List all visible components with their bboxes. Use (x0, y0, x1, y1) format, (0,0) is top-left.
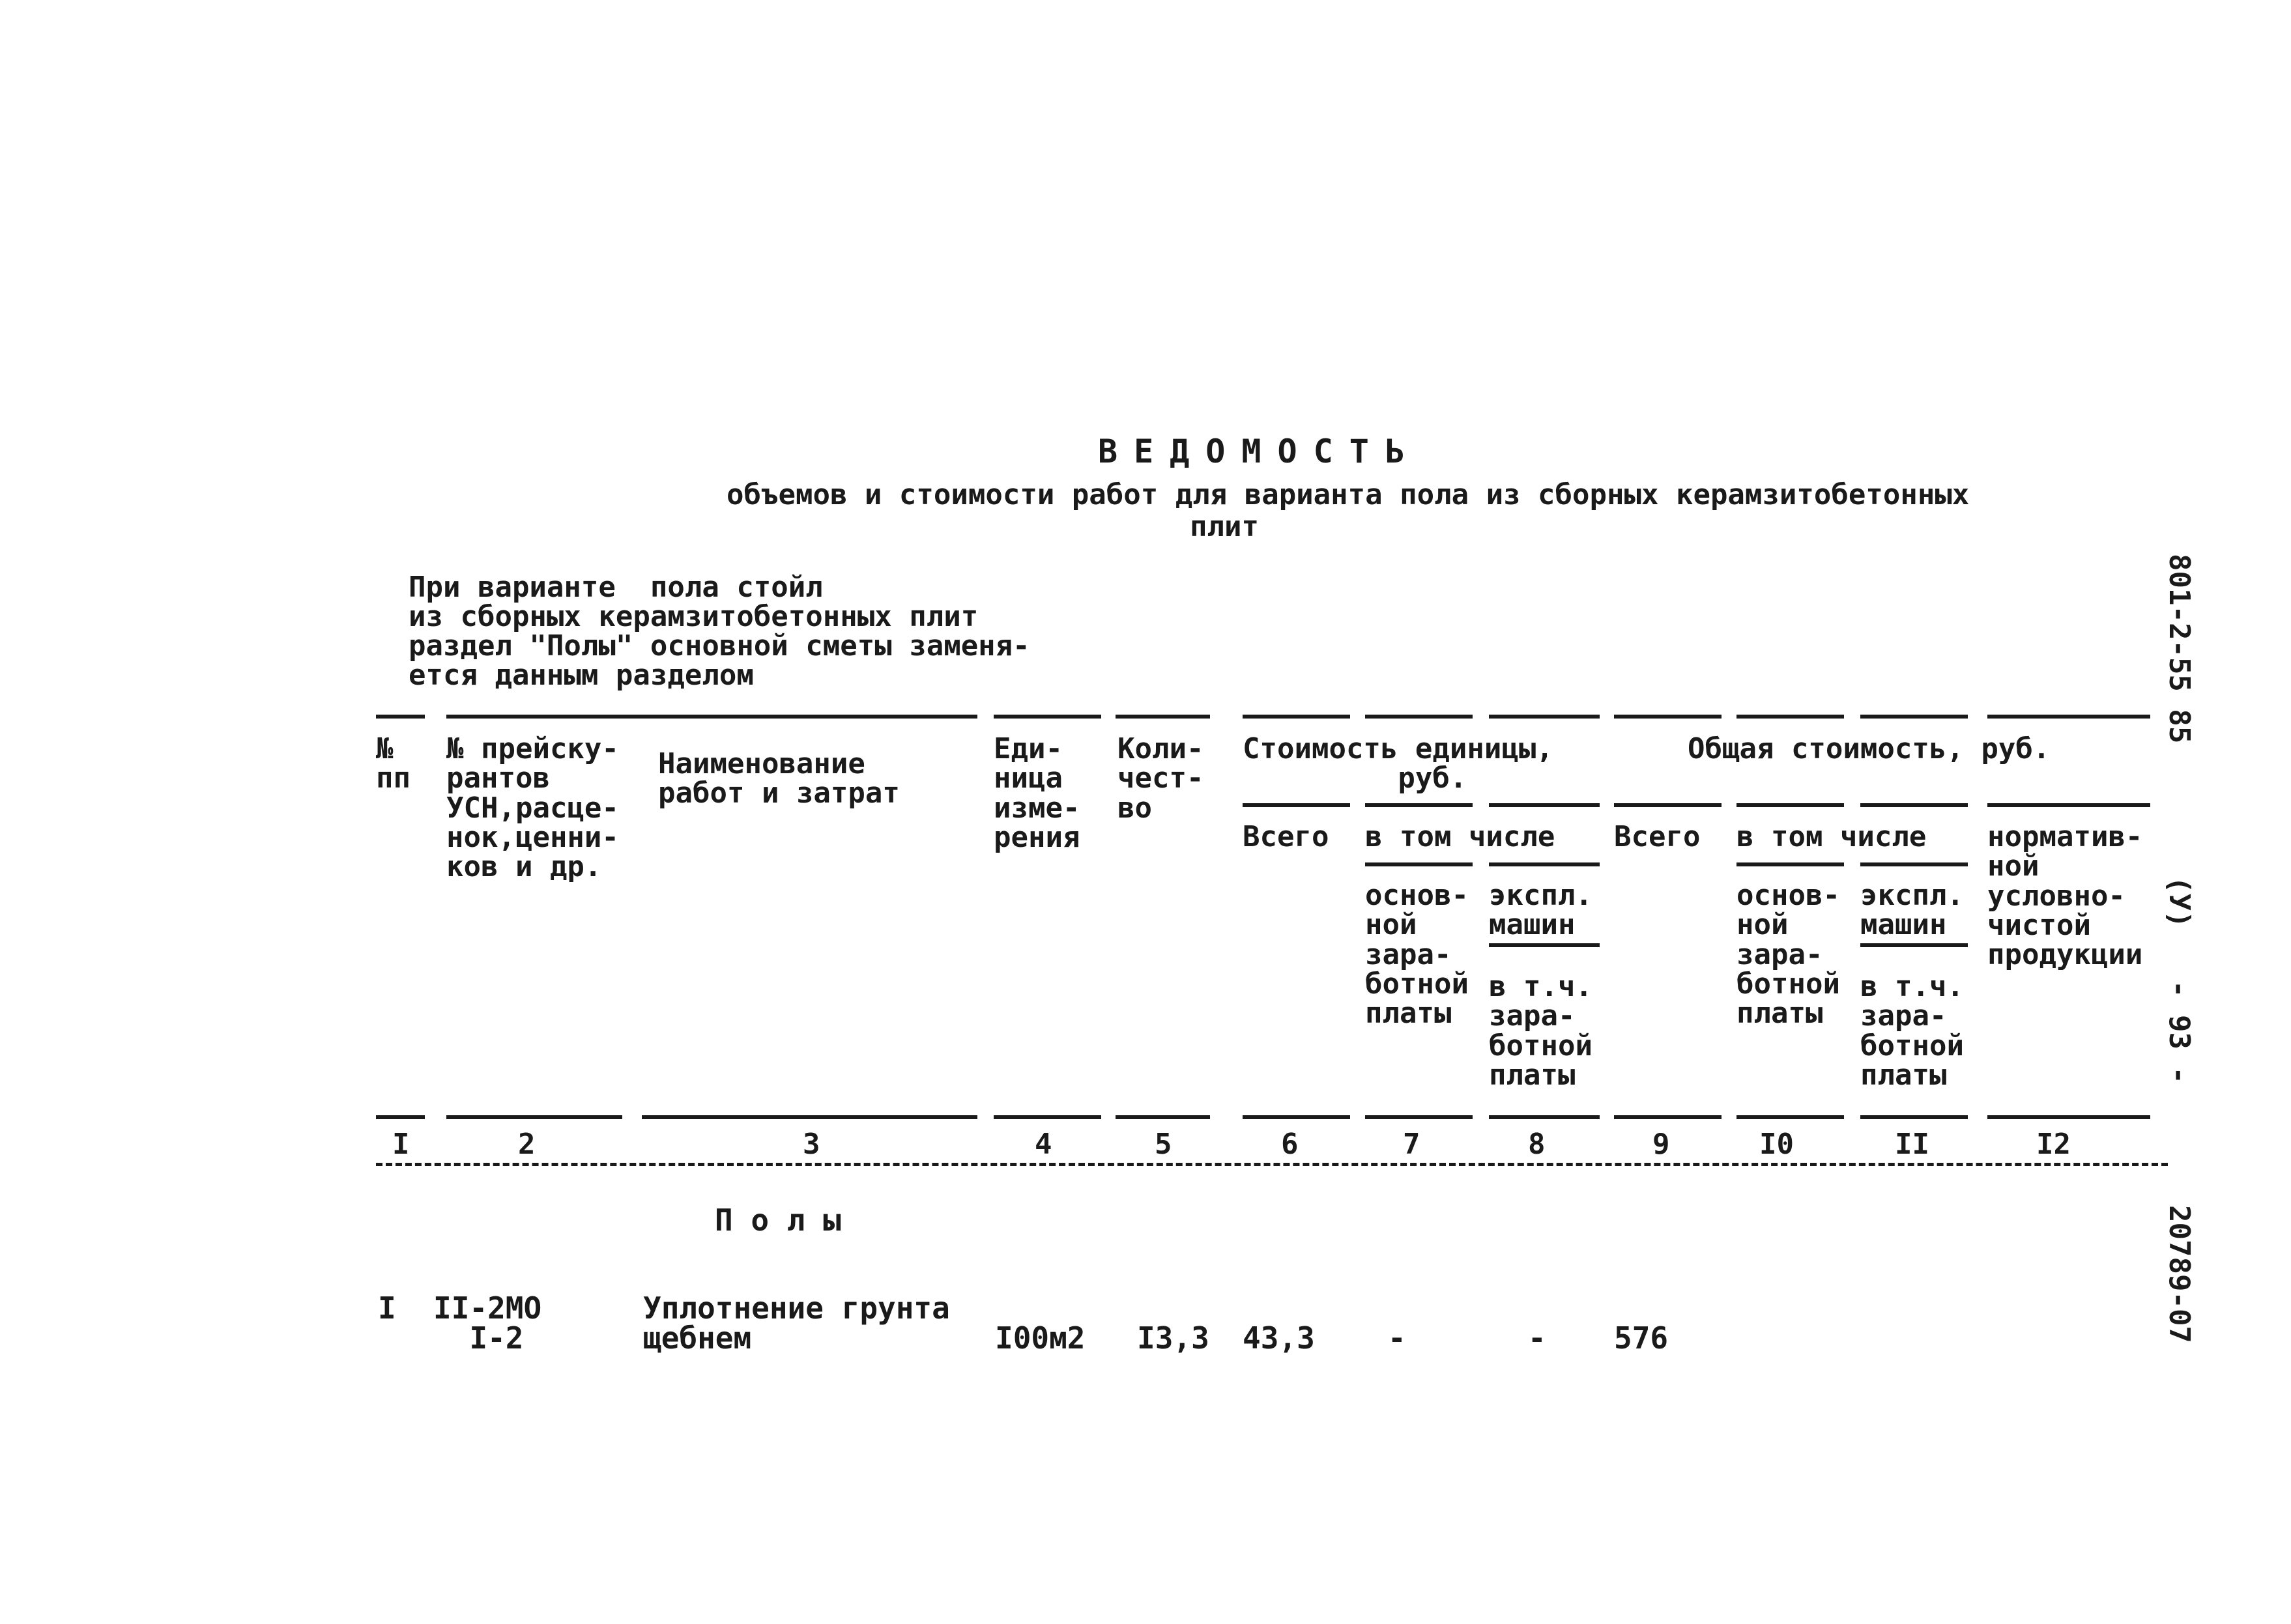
col-header-unit-including: в том числе (1365, 820, 1555, 853)
column-numbers-dashed-rule (376, 1163, 2168, 1166)
rule-sub2 (1860, 862, 1968, 866)
note-line: ется данным разделом (409, 659, 754, 692)
rule-sub3 (1489, 943, 1600, 947)
row-unit-machines: - (1528, 1320, 1546, 1356)
rule-bottom (376, 1115, 425, 1119)
section-title: П о л ы (715, 1203, 841, 1238)
col-header-work-name: Наименование работ и затрат (658, 747, 900, 810)
rule-sub (1243, 803, 1350, 807)
col-header-unit-machine-salary: в т.ч. зара- ботной платы (1489, 970, 1592, 1092)
note-line: При варианте пола стойл (409, 571, 823, 604)
row-number: I (378, 1290, 396, 1326)
rule-top (1860, 715, 1968, 719)
rule-sub2 (1736, 862, 1844, 866)
rule-sub2 (1365, 862, 1473, 866)
rule-bottom (1987, 1115, 2150, 1119)
col-header-total-cost: Общая стоимость, руб. (1688, 732, 2051, 765)
document-subtitle-continued: плит (1190, 510, 1259, 543)
inventory-number: 20789-07 (2163, 1205, 2196, 1343)
row-work-name: Уплотнение грунта щебнем (643, 1290, 950, 1356)
col-header-unit-machines: экспл. машин (1489, 879, 1592, 942)
rule-top (1614, 715, 1722, 719)
rule-bottom (1243, 1115, 1350, 1119)
part-stamp: (У) (2163, 876, 2196, 928)
rule-bottom (1736, 1115, 1844, 1119)
rule-bottom (1614, 1115, 1722, 1119)
col-header-unit-base-salary: основ- ной зара- ботной платы (1365, 879, 1469, 1031)
col-header-unit-cost: Стоимость единицы, руб. (1243, 732, 1553, 795)
col-header-total-machine-salary: в т.ч. зара- ботной платы (1860, 970, 1964, 1092)
rule-bottom (1365, 1115, 1473, 1119)
rule-top (994, 715, 1101, 719)
column-number: II (1895, 1128, 1929, 1161)
page-number: - 93 - (2163, 980, 2196, 1084)
col-header-number: № пп (376, 732, 411, 795)
column-number: 4 (1035, 1128, 1052, 1161)
rule-sub (1614, 803, 1722, 807)
col-header-unit: Еди- ница изме- рения (994, 732, 1080, 854)
col-header-total-total: Всего (1614, 820, 1701, 853)
rule-sub2 (1489, 862, 1600, 866)
column-number: 6 (1281, 1128, 1299, 1161)
row-quantity: I3,3 (1137, 1320, 1209, 1356)
rule-top (1243, 715, 1350, 719)
row-unit-salary: - (1388, 1320, 1406, 1356)
column-number: I (392, 1128, 410, 1161)
rule-bottom (446, 1115, 622, 1119)
rule-top (1736, 715, 1844, 719)
row-unit-total: 43,3 (1243, 1320, 1315, 1356)
col-header-price-list: № прейску- рантов УСН,расце- нок,ценни- ков и др. (446, 732, 619, 884)
document-code-stamp: 801-2-55 85 (2163, 554, 2196, 744)
rule-sub3 (1860, 943, 1968, 947)
rule-top (1489, 715, 1600, 719)
rule-sub (1365, 803, 1473, 807)
rule-top (1987, 715, 2150, 719)
rule-sub (1860, 803, 1968, 807)
column-number: 3 (803, 1128, 820, 1161)
rule-sub (1987, 803, 2150, 807)
column-number: 9 (1652, 1128, 1670, 1161)
col-header-total-machines: экспл. машин (1860, 879, 1964, 942)
rule-bottom (1860, 1115, 1968, 1119)
rule-top (446, 715, 622, 719)
col-header-total-including: в том числе (1736, 820, 1927, 853)
rule-bottom (642, 1115, 977, 1119)
rule-top (1116, 715, 1210, 719)
column-number: I2 (2036, 1128, 2071, 1161)
note-line: раздел "Полы" основной сметы заменя- (409, 629, 1030, 662)
rule-sub (1736, 803, 1844, 807)
col-header-quantity: Коли- чест- во (1117, 732, 1204, 825)
rule-bottom (1489, 1115, 1600, 1119)
row-unit: I00м2 (995, 1320, 1086, 1356)
column-number: 8 (1528, 1128, 1546, 1161)
column-number: 2 (518, 1128, 536, 1161)
column-number: 5 (1155, 1128, 1172, 1161)
rule-bottom (1116, 1115, 1210, 1119)
col-header-net-production: норматив- ной условно- чистой продукции (1987, 820, 2143, 972)
rule-sub (1489, 803, 1600, 807)
document-subtitle: объемов и стоимости работ для варианта пола из сборных керамзитобетонных (727, 478, 1970, 511)
rule-top (1365, 715, 1473, 719)
column-number: I0 (1759, 1128, 1794, 1161)
rule-top (622, 715, 977, 719)
rule-top (376, 715, 425, 719)
col-header-unit-total: Всего (1243, 820, 1329, 853)
col-header-total-base-salary: основ- ной зара- ботной платы (1736, 879, 1840, 1031)
note-line: из сборных керамзитобетонных плит (409, 600, 979, 633)
rule-bottom (994, 1115, 1101, 1119)
row-total: 576 (1614, 1320, 1669, 1356)
row-price-code: II-2МО I-2 (433, 1290, 542, 1356)
column-number: 7 (1403, 1128, 1420, 1161)
document-title: ВЕДОМОСТЬ (1098, 433, 1421, 470)
